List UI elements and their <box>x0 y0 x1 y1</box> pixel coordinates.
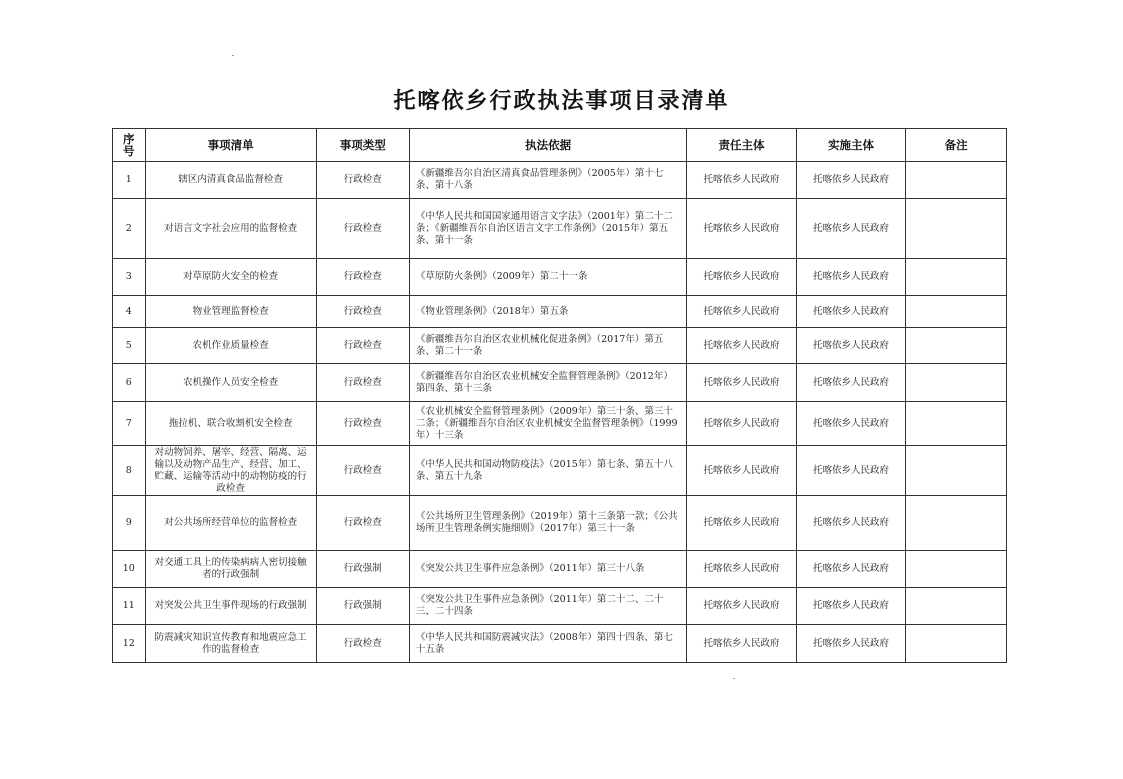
responsible-body: 托喀依乡人民政府 <box>687 625 796 663</box>
implementing-body: 托喀依乡人民政府 <box>796 259 905 296</box>
remark <box>906 496 1007 551</box>
implementing-body: 托喀依乡人民政府 <box>796 402 905 446</box>
item-type: 行政检查 <box>316 199 409 259</box>
table-row <box>113 551 1007 588</box>
remark <box>906 296 1007 328</box>
table-row <box>113 496 1007 551</box>
legal-basis: 《中华人民共和国动物防疫法》（2015年）第七条、第五十八条、第五十九条 <box>409 446 686 496</box>
legal-basis: 《突发公共卫生事件应急条例》（2011年）第三十八条 <box>409 551 686 588</box>
item-type: 行政检查 <box>316 364 409 402</box>
item-type: 行政检查 <box>316 328 409 364</box>
scan-speck <box>733 678 735 679</box>
scan-speck <box>232 55 234 56</box>
legal-basis: 《新疆维吾尔自治区清真食品管理条例》（2005年）第十七条、第十八条 <box>409 162 686 199</box>
item-type: 行政检查 <box>316 162 409 199</box>
implementing-body: 托喀依乡人民政府 <box>796 625 905 663</box>
remark <box>906 625 1007 663</box>
responsible-body: 托喀依乡人民政府 <box>687 162 796 199</box>
implementing-body: 托喀依乡人民政府 <box>796 364 905 402</box>
remark <box>906 551 1007 588</box>
enforcement-items-table <box>112 128 1007 663</box>
column-header-note: 备注 <box>906 129 1007 162</box>
responsible-body: 托喀依乡人民政府 <box>687 496 796 551</box>
table-row <box>113 446 1007 496</box>
table-row <box>113 199 1007 259</box>
table-row <box>113 162 1007 199</box>
column-header-responsible: 责任主体 <box>687 129 796 162</box>
legal-basis: 《农业机械安全监督管理条例》（2009年）第三十条、第三十二条；《新疆维吾尔自治区农业机械安全监督管理条例》（1999年）十三条 <box>409 402 686 446</box>
column-header-basis: 执法依据 <box>409 129 686 162</box>
item-type: 行政检查 <box>316 446 409 496</box>
row-number: 10 <box>113 551 146 588</box>
remark <box>906 328 1007 364</box>
item-type: 行政强制 <box>316 551 409 588</box>
legal-basis: 《中华人民共和国防震减灾法》（2008年）第四十四条、第七十五条 <box>409 625 686 663</box>
remark <box>906 259 1007 296</box>
item-name: 对草原防火安全的检查 <box>145 259 316 296</box>
implementing-body: 托喀依乡人民政府 <box>796 496 905 551</box>
item-name: 物业管理监督检查 <box>145 296 316 328</box>
page-title: 托喀依乡行政执法事项目录清单 <box>393 88 730 114</box>
item-name: 对公共场所经营单位的监督检查 <box>145 496 316 551</box>
item-name: 防震减灾知识宣传教育和地震应急工作的监督检查 <box>145 625 316 663</box>
row-number: 1 <box>113 162 146 199</box>
responsible-body: 托喀依乡人民政府 <box>687 551 796 588</box>
table-row <box>113 625 1007 663</box>
item-name: 农机作业质量检查 <box>145 328 316 364</box>
implementing-body: 托喀依乡人民政府 <box>796 162 905 199</box>
table-row <box>113 588 1007 625</box>
item-name: 农机操作人员安全检查 <box>145 364 316 402</box>
legal-basis: 《突发公共卫生事件应急条例》（2011年）第二十二、二十三、二十四条 <box>409 588 686 625</box>
implementing-body: 托喀依乡人民政府 <box>796 296 905 328</box>
legal-basis: 《物业管理条例》（2018年）第五条 <box>409 296 686 328</box>
implementing-body: 托喀依乡人民政府 <box>796 199 905 259</box>
legal-basis: 《草原防火条例》（2009年）第二十一条 <box>409 259 686 296</box>
item-name: 对突发公共卫生事件现场的行政强制 <box>145 588 316 625</box>
item-name: 对交通工具上的传染病病人密切接触者的行政强制 <box>145 551 316 588</box>
item-name: 对语言文字社会应用的监督检查 <box>145 199 316 259</box>
row-number: 7 <box>113 402 146 446</box>
legal-basis: 《新疆维吾尔自治区农业机械安全监督管理条例》（2012年）第四条、第十三条 <box>409 364 686 402</box>
implementing-body: 托喀依乡人民政府 <box>796 328 905 364</box>
item-type: 行政检查 <box>316 496 409 551</box>
table-row <box>113 296 1007 328</box>
implementing-body: 托喀依乡人民政府 <box>796 551 905 588</box>
remark <box>906 402 1007 446</box>
item-type: 行政检查 <box>316 296 409 328</box>
row-number: 3 <box>113 259 146 296</box>
responsible-body: 托喀依乡人民政府 <box>687 199 796 259</box>
responsible-body: 托喀依乡人民政府 <box>687 328 796 364</box>
table-row <box>113 364 1007 402</box>
row-number: 5 <box>113 328 146 364</box>
item-name: 对动物饲养、屠宰、经营、隔离、运输以及动物产品生产、经营、加工、贮藏、运输等活动中的动物防疫的行政检查 <box>145 446 316 496</box>
row-number: 12 <box>113 625 146 663</box>
table-body <box>113 162 1007 663</box>
legal-basis: 《新疆维吾尔自治区农业机械化促进条例》（2017年）第五条、第二十一条 <box>409 328 686 364</box>
legal-basis: 《中华人民共和国国家通用语言文字法》（2001年）第二十二条；《新疆维吾尔自治区语言文字工作条例》（2015年）第五条、第十一条 <box>409 199 686 259</box>
column-header-item: 事项清单 <box>145 129 316 162</box>
remark <box>906 199 1007 259</box>
responsible-body: 托喀依乡人民政府 <box>687 588 796 625</box>
legal-basis: 《公共场所卫生管理条例》（2019年）第十三条第一款；《公共场所卫生管理条例实施细则》（2017年）第三十一条 <box>409 496 686 551</box>
item-type: 行政检查 <box>316 625 409 663</box>
row-number: 11 <box>113 588 146 625</box>
table-row <box>113 402 1007 446</box>
row-number: 4 <box>113 296 146 328</box>
responsible-body: 托喀依乡人民政府 <box>687 446 796 496</box>
item-name: 拖拉机、联合收割机安全检查 <box>145 402 316 446</box>
implementing-body: 托喀依乡人民政府 <box>796 446 905 496</box>
implementing-body: 托喀依乡人民政府 <box>796 588 905 625</box>
row-number: 6 <box>113 364 146 402</box>
column-header-no: 序号 <box>113 129 146 162</box>
responsible-body: 托喀依乡人民政府 <box>687 259 796 296</box>
row-number: 2 <box>113 199 146 259</box>
remark <box>906 364 1007 402</box>
item-type: 行政检查 <box>316 402 409 446</box>
responsible-body: 托喀依乡人民政府 <box>687 364 796 402</box>
item-type: 行政检查 <box>316 259 409 296</box>
item-name: 辖区内清真食品监督检查 <box>145 162 316 199</box>
column-header-type: 事项类型 <box>316 129 409 162</box>
responsible-body: 托喀依乡人民政府 <box>687 402 796 446</box>
responsible-body: 托喀依乡人民政府 <box>687 296 796 328</box>
table-row <box>113 259 1007 296</box>
table-header-row <box>113 129 1007 162</box>
table-row <box>113 328 1007 364</box>
row-number: 9 <box>113 496 146 551</box>
column-header-implementer: 实施主体 <box>796 129 905 162</box>
remark <box>906 446 1007 496</box>
row-number: 8 <box>113 446 146 496</box>
item-type: 行政强制 <box>316 588 409 625</box>
remark <box>906 588 1007 625</box>
remark <box>906 162 1007 199</box>
